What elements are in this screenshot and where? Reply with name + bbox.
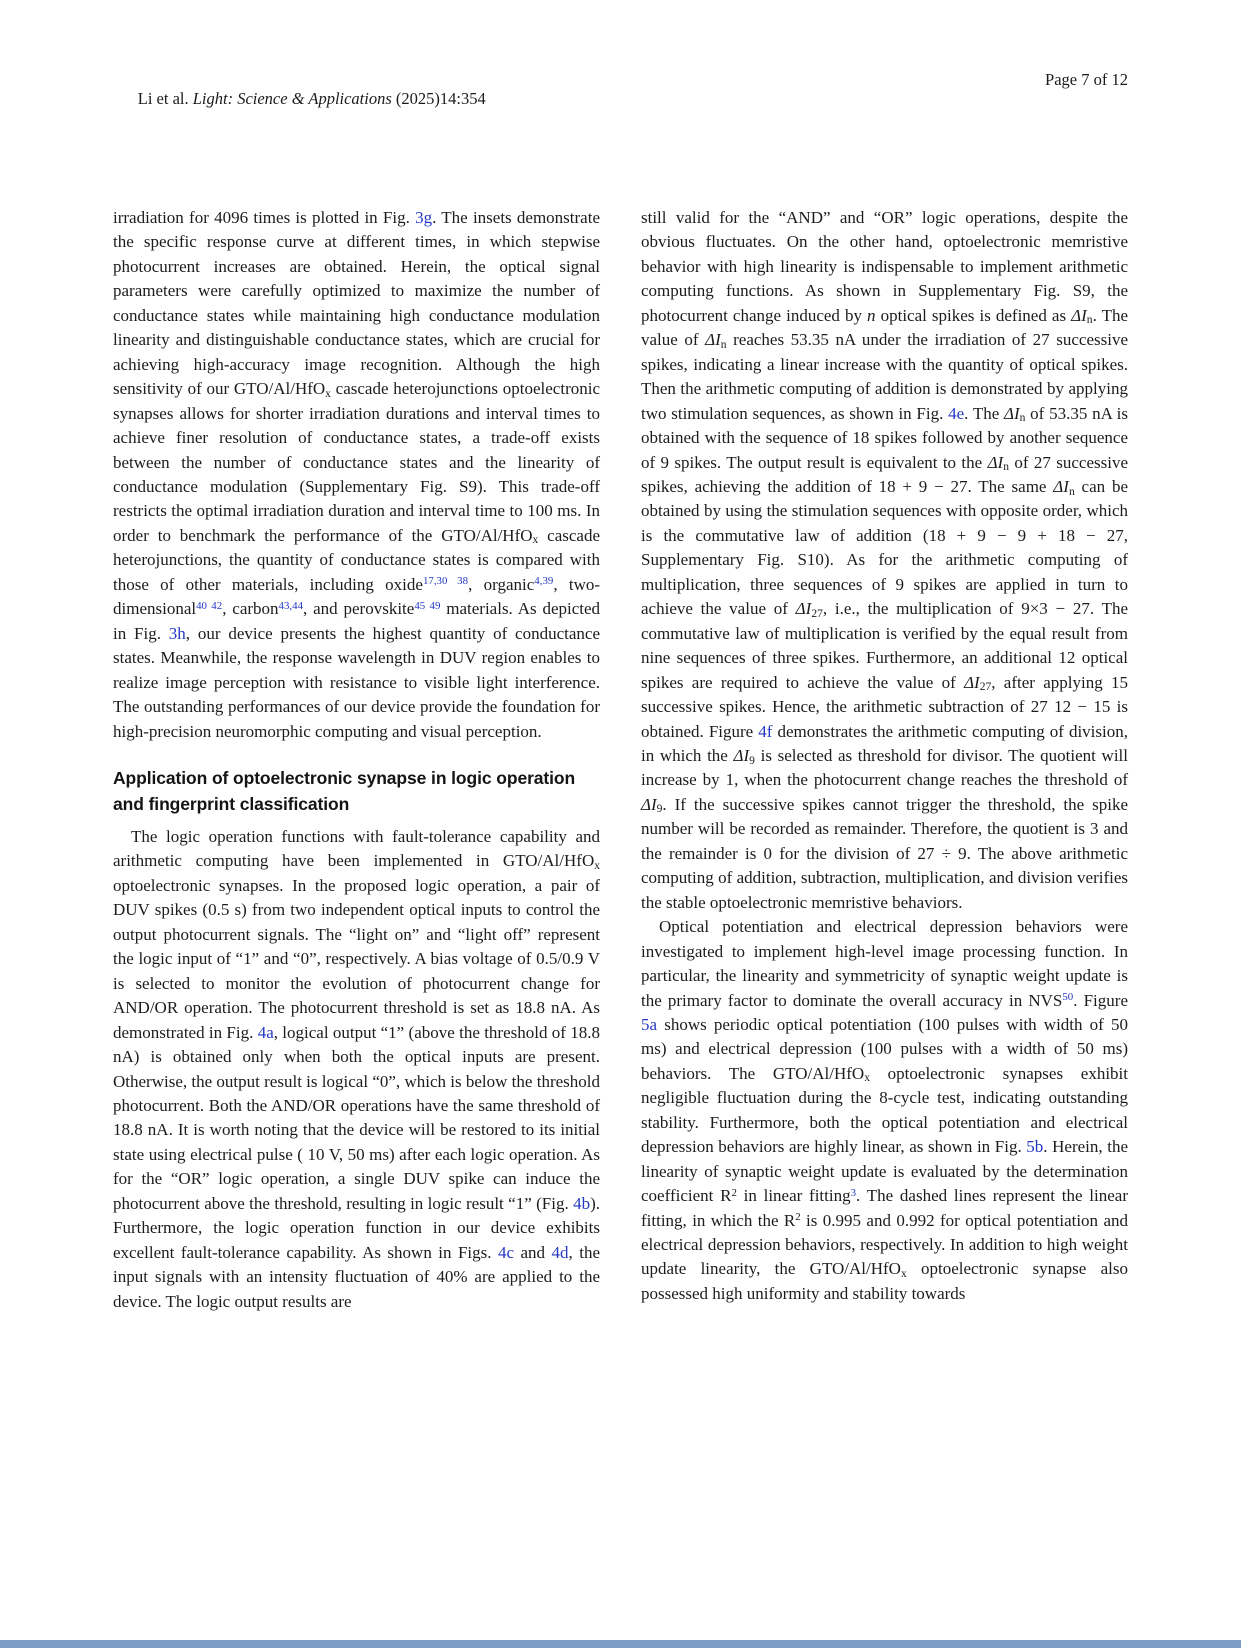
paragraph: still valid for the “AND” and “OR” logic operations, despite the obvious fluctuates. On the other hand, optoelectronic memristive behavior with high linearity is indispensable to implement arithmetic computing functions. As shown in Supplementary Fig. S9, the photocurrent change induced by n optical spikes is defined as $\Delta I_n$. The value of $\Delta I_n$ reaches 53.35 nA under the irradiation of 27 successive spikes, indicating a linear increase with the quantity of optical spikes. Then the arithmetic computing of addition is demonstrated by applying two stimulation sequences, as shown in Fig. 4e. The $\Delta I_n$ of 53.35 nA is obtained with the sequence of 18 spikes followed by another sequence of 9 spikes. The output result is equivalent to the $\Delta I_n$ of 27 successive spikes, achieving the addition of 18 + 9 − 27. The same $\Delta I_n$ can be obtained by using the stimulation sequences with opposite order, which is the commutative law of addition (18 + 9 − 9 + 18 − 27, Supplementary Fig. S10). As for the arithmetic computing of multiplication, three sequences of 9 spikes are applied in turn to achieve the value of $\Delta I_{27}$, i.e., the multiplication of 9×3 − 27. The commutative law of multiplication is verified by the equal result from nine sequences of three spikes. Furthermore, an additional 12 optical spikes are required to achieve the value of $\Delta I_{27}$, after applying 15 successive spikes. Hence, the arithmetic subtraction of 27 12 − 15 is obtained. Figure 4f demonstrates the arithmetic computing of division, in which the $\Delta I_9$ is selected as threshold for divisor. The quotient will increase by 1, when the photocurrent change reaches the threshold of $\Delta I_9$. If the successive spikes cannot trigger the threshold, the spike number will be recorded as remainder. Therefore, the quotient is 3 and the remainder is 0 for the division of 27 ÷ 9. The above arithmetic computing of addition, subtraction, multiplication, and division verifies the stable optoelectronic memristive behaviors. [641, 208, 1129, 912]
paragraph: Optical potentiation and electrical depression behaviors were investigated to implement high-level image processing function. In particular, the linearity and symmetricity of synaptic weight update is the primary factor to dominate the overall accuracy in NVS$^{50}$. Figure 5a shows periodic optical potentiation (100 pulses with width of 50 ms) and electrical depression (100 pulses with a width of 50 ms) behaviors. The GTO/Al/HfO$_x$ optoelectronic synapses exhibit negligible fluctuation during the 8-cycle test, indicating outstanding stability. Furthermore, both the optical potentiation and electrical depression behaviors are highly linear, as shown in Fig. 5b. Herein, the linearity of synaptic weight update is evaluated by the determination coefficient $R^2$ in linear fitting$^3$. The dashed lines represent the linear fitting, in which the $R^2$ is 0.995 and 0.992 for optical potentiation and electrical depression behaviors, respectively. In addition to high weight update linearity, the GTO/Al/HfO$_x$ optoelectronic synapse also possessed high uniformity and stability towards [641, 917, 1128, 1303]
figure-ref-link[interactable]: 5a [641, 1014, 658, 1034]
text-fragment: ΔI [1053, 476, 1069, 496]
section-heading: Application of optoelectronic synapse in logic operation and fingerprint classification [113, 767, 576, 815]
authors-text: Li et al. [137, 89, 193, 108]
text-fragment: 27 [811, 606, 823, 620]
text-fragment: n [1068, 484, 1075, 498]
text-fragment: ΔI [733, 745, 750, 765]
text-fragment: x [532, 533, 539, 547]
text-fragment: x [325, 386, 331, 400]
figure-ref-link[interactable]: 4b [573, 1193, 591, 1213]
text-fragment: n [720, 337, 727, 351]
text-fragment: 2 [731, 1186, 737, 1199]
text-fragment: x [594, 858, 600, 872]
citation-link[interactable]: 50 [1062, 991, 1074, 1004]
left-column [113, 206, 600, 1314]
figure-ref-link[interactable]: 5b [1026, 1137, 1044, 1157]
paragraph: The logic operation functions with fault-tolerance capability and arithmetic computing have been implemented in GTO/Al/HfO$_x$ optoelectronic synapses. In the proposed logic operation, a pair of DUV spikes (0.5 s) from two independent optical inputs to control the output photocurrent signals. The “light on” and “light off” represent the logic input of “1” and “0”, respectively. A bias voltage of 0.5/0.9 V is selected to monitor the evolution of photocurrent change for AND/OR operation. The photocurrent threshold is set as 18.8 nA. As demonstrated in Fig. 4a, logical output “1” (above the threshold of 18.8 nA) is obtained only when both the optical inputs are present. Otherwise, the output result is logical “0”, which is below the threshold photocurrent. Both the AND/OR operations have the same threshold of 18.8 nA. It is worth noting that the device will be restored to its initial state using electrical pulse ( 10 V, 50 ms) after each logic operation. As for the “OR” logic operation, a single DUV spike can induce the photocurrent above the threshold, resulting in logic result “1” (Fig. 4b). Furthermore, the logic operation function in our device exhibits excellent fault-tolerance capability. As shown in Figs. 4c and 4d, the input signals with an intensity fluctuation of 40% are applied to the device. The logic output results are [113, 826, 601, 1311]
citation-link[interactable]: 3 [850, 1186, 857, 1199]
citation-link[interactable]: 43,44 [278, 599, 304, 612]
running-head [113, 70, 486, 127]
figure-ref-link[interactable]: 3h [168, 623, 186, 643]
citation-link[interactable]: 40 42 [196, 599, 223, 612]
text-fragment: ΔI [1071, 305, 1087, 325]
two-column-body [113, 206, 1128, 1314]
text-fragment: n [1003, 460, 1009, 474]
figure-ref-link[interactable]: 4e [948, 403, 965, 423]
text-fragment: ΔI [705, 330, 721, 350]
text-fragment: 9 [749, 753, 755, 767]
figure-ref-link[interactable]: 4c [497, 1242, 515, 1262]
citation-link[interactable]: 4,39 [534, 575, 554, 588]
text-fragment: ΔI [987, 452, 1004, 472]
paragraph: irradiation for 4096 times is plotted in Fig. 3g. The insets demonstrate the specific response curve at different times, in which stepwise photocurrent increases are obtained. Herein, the optical signal parameters were carefully optimized to maximize the number of conductance states while maintaining high conductance modulation linearity and distinguishable conductance states, which are crucial for achieving high-accuracy image recognition. Although the high sensitivity of our GTO/Al/HfO$_x$ cascade heterojunctions optoelectronic synapses allows for shorter irradiation durations and interval times to achieve finer resolution of conductance states, a trade-off exists between the number of conductance states and the linearity of conductance modulation (Supplementary Fig. S9). This trade-off restricts the optimal irradiation duration and interval time to 100 ms. In order to benchmark the performance of the GTO/Al/HfO$_x$ cascade heterojunctions, the quantity of conductance states is compared with those of other materials, including oxide$^{17,30 38}$, organic$^{4,39}$, two-dimensional$^{40 42}$, carbon$^{43,44}$, and perovskite$^{45 49}$ materials. As depicted in Fig. 3h, our device presents the highest quantity of conductance states. Meanwhile, the response wavelength in DUV region enables to realize image perception with resistance to visible light interference. The outstanding performances of our device provide the foundation for high-precision neuromorphic computing and visual perception. [113, 208, 601, 741]
text-fragment: ΔI [1004, 403, 1020, 423]
figure-ref-link[interactable]: 3g [415, 208, 433, 227]
citation-info: (2025)14:354 [391, 89, 486, 108]
text-fragment: n [1086, 313, 1093, 327]
text-fragment: x [900, 1267, 907, 1281]
citation-link[interactable]: 45 49 [414, 599, 441, 612]
figure-ref-link[interactable]: 4d [551, 1242, 569, 1262]
text-fragment: 2 [795, 1211, 801, 1224]
text-fragment: ΔI [964, 672, 980, 692]
citation-link[interactable]: 17,30 38 [422, 575, 469, 588]
figure-ref-link[interactable]: 4a [257, 1022, 274, 1042]
text-fragment: 27 [979, 680, 992, 694]
text-fragment: n [1019, 411, 1026, 425]
page-number: Page 7 of 12 [1045, 70, 1128, 89]
text-fragment: ΔI [641, 794, 657, 814]
text-fragment: ΔI [795, 599, 812, 619]
text-fragment: 9 [656, 802, 663, 816]
page-bottom-bar [0, 1640, 1241, 1648]
page-header [113, 70, 1128, 127]
text-fragment: n [867, 305, 876, 325]
text-fragment: x [864, 1071, 870, 1085]
figure-ref-link[interactable]: 4f [758, 721, 773, 741]
journal-title: Light: Science & Applications [192, 89, 392, 108]
right-column [641, 206, 1128, 1314]
